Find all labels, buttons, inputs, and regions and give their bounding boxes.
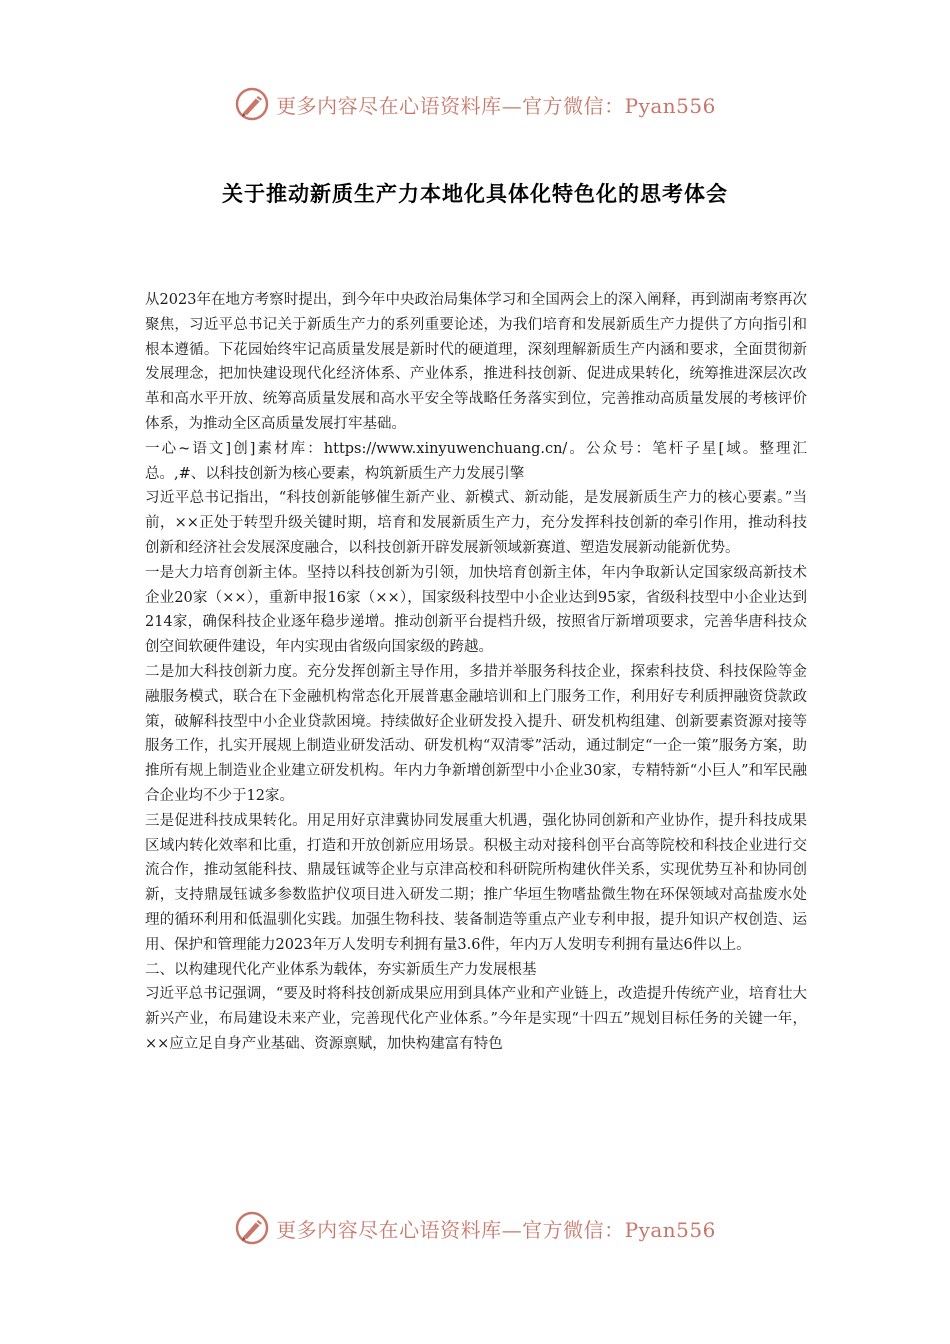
watermark-text: 更多内容尽在心语资料库—官方微信：Pyan556	[276, 93, 716, 118]
document-body	[145, 288, 807, 1057]
paragraph: 从2023年在地方考察时提出，到今年中央政治局集体学习和全国两会上的深入阐释，再到湖南考察再次聚焦，习近平总书记关于新质生产力的系列重要论述，为我们培育和发展新质生产力提供了方向指引和根本遵循。下花园始终牢记高质量发展是新时代的硬道理，深刻理解新质生产内涵和要求，全面贯彻新发展理念，把加快建设现代化经济体系、产业体系，推进科技创新、促进成果转化，统筹推进深层次改革和高水平开放、统筹高质量发展和高水平安全等战略任务落实到位，完善推动高质量发展的考核评价体系，为推动全区高质量发展打牢基础。	[145, 292, 807, 432]
page-title: 关于推动新质生产力本地化具体化特色化的思考体会	[222, 182, 728, 206]
paragraph: 二是加大科技创新力度。充分发挥创新主导作用，多措并举服务科技企业，探索科技贷、科技保险等金融服务模式，联合在下金融机构常态化开展普惠金融培训和上门服务工作，利用好专利质押融资贷款政策，破解科技型中小企业贷款困境。持续做好企业研发投入提升、研发机构组建、创新要素资源对接等服务工作，扎实开展规上制造业研发活动、研发机构“双清零”活动，通过制定“一企一策”服务方案，助推所有规上制造业企业建立研发机构。年内力争新增创新型中小企业30家，专精特新“小巨人”和军民融合企业均不少于12家。	[145, 663, 807, 804]
pen-logo-icon	[234, 86, 270, 122]
header-watermark	[0, 82, 950, 126]
paragraph: 三是促进科技成果转化。用足用好京津冀协同发展重大机遇，强化协同创新和产业协作，提升科技成果区域内转化效率和比重，打造和开放创新应用场景。积极主动对接科创平台高等院校和科技企业进行交流合作，推动氢能科技、鼎晟钰诚等企业与京津高校和科研院所构建伙伴关系，实现优势互补和协同创新，支持鼎晟钰诚多参数监护仪项目进入研发二期；推广华垣生物嗜盐微生物在环保领域对高盐废水处理的循环利用和低温驯化实践。加强生物科技、装备制造等重点产业专利申报，提升知识产权创造、运用、保护和管理能力2023年万人发明专利拥有量3.6件，年内万人发明专利拥有量达6件以上。	[145, 812, 807, 953]
paragraph: 一是大力培育创新主体。坚持以科技创新为引领，加快培育创新主体，年内争取新认定国家级高新技术企业20家（××），重新申报16家（××），国家级科技型中小企业达到95家，省级科技型中小企业达到214家，确保科技企业逐年稳步递增。推动创新平台提档升级，按照省厅新增项要求，完善华唐科技众创空间软硬件建设，年内实现由省级向国家级的跨越。	[145, 564, 807, 656]
watermark-text: 更多内容尽在心语资料库—官方微信：Pyan556	[276, 1217, 716, 1242]
paragraph: 习近平总书记指出，“科技创新能够催生新产业、新模式、新动能，是发展新质生产力的核心要素。”当前，××正处于转型升级关键时期，培育和发展新质生产力，充分发挥科技创新的牵引作用，推动科技创新和经济社会发展深度融合，以科技创新开辟发展新领域新赛道、塑造发展新动能新优势。	[145, 490, 807, 556]
pen-logo-icon	[234, 1210, 270, 1246]
section-heading: 二、以构建现代化产业体系为载体，夯实新质生产力发展根基	[145, 961, 537, 978]
paragraph: 一心~语文]创]素材库：https://www.xinyuwenchuang.cn/。公众号：笔杆子星[域。整理汇总。,#、以科技创新为核心要素，构筑新质生产力发展引擎	[145, 440, 807, 482]
footer-watermark	[0, 1206, 950, 1250]
paragraph: 习近平总书记强调，“要及时将科技创新成果应用到具体产业和产业链上，改造提升传统产业，培育壮大新兴产业，布局建设未来产业，完善现代化产业体系。”今年是实现“十四五”规划目标任务的关键一年，××应立足自身产业基础、资源禀赋，加快构建富有特色	[145, 986, 807, 1052]
